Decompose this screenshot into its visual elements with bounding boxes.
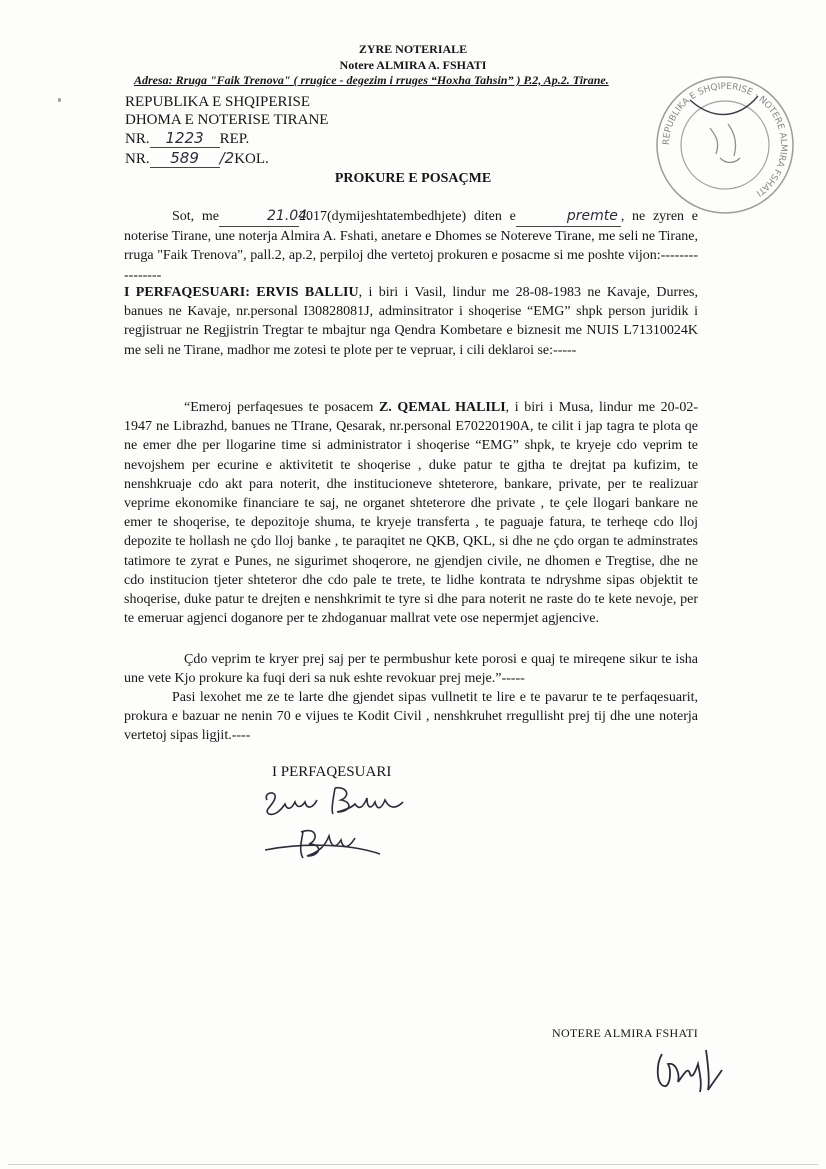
weekday-handwritten: premte xyxy=(516,207,621,227)
official-stamp xyxy=(650,70,800,220)
office-title: ZYRE NOTERIALE xyxy=(358,42,468,56)
rep-number: 1223 xyxy=(150,129,220,148)
scan-speck xyxy=(58,98,61,102)
closing-text: Pasi lexohet me ze te larte dhe gjendet sipas vullnetit te lire e te pavarur te te perfaqesuarit, prokura e bazuar ne nenin 70 e vijues te Kodit Civil , nenshkruhet rregullisht prej tij dhe une noterja vertetoj sipas ligjit.---- xyxy=(124,690,698,744)
intro-sot: Sot, me xyxy=(172,209,219,224)
principal-signature xyxy=(255,780,415,865)
principal-signature-label: I PERFAQESUARI xyxy=(272,764,392,780)
intro-paragraph xyxy=(124,207,698,285)
page-edge xyxy=(8,1164,818,1165)
notary-signature-label: NOTERE ALMIRA FSHATI xyxy=(552,1026,699,1040)
date-handwritten: 21.04. xyxy=(219,207,299,227)
declaration-paragraph xyxy=(124,398,698,628)
rep-number-line xyxy=(125,129,249,148)
kol-number: 589 xyxy=(150,149,220,168)
principal-paragraph xyxy=(124,283,698,360)
principal-details: , i biri i Vasil, lindur me 28-08-1983 ne Kavaje, Durres, banues ne Kavaje, nr.personal I30828081J, adminsitrator i shoqerise “EMG” shpk person juridik i regjistruar ne Regjistrin Tregtar te mbajtur nga Qendra Kombetare e biznesit me NUIS L71310024K me seli ne Tirane, madhor me zotesi te plote per te vepruar, i cili deklaroi se:----- xyxy=(124,285,698,358)
nr-prefix: NR. xyxy=(125,131,150,147)
rep-label: REP. xyxy=(219,131,250,147)
kol-label: KOL. xyxy=(234,151,269,167)
ratification-text: Çdo veprim te kryer prej saj per te permbushur kete porosi e quaj te mireqene sikur te isha une vete Kjo prokure ka fuqi deri sa nuk eshte revokuar prej meje.”----- xyxy=(124,652,698,687)
kol-sub: /2 xyxy=(219,149,235,167)
chamber-label: DHOMA E NOTERISE TIRANE xyxy=(125,112,329,128)
nr-prefix: NR. xyxy=(125,151,150,167)
notary-signature xyxy=(650,1040,730,1100)
declaration-prefix: “Emeroj perfaqesues te posacem xyxy=(184,400,379,415)
office-address: Adresa: Rruga "Faik Trenova" ( rrugice - degezim i rruges “Hoxha Tahsin” ) P.2, Ap.2. Tirane. xyxy=(134,73,609,87)
kol-number-line xyxy=(125,149,269,168)
principal-name: I PERFAQESUARI: ERVIS BALLIU xyxy=(124,285,359,300)
republic-label: REPUBLIKA E SHQIPERISE xyxy=(125,94,311,110)
document-title: PROKURE E POSAÇME xyxy=(334,171,492,186)
notary-name: Notere ALMIRA A. FSHATI xyxy=(339,58,487,72)
intro-year: 2017(dymijeshtatembedhjete) diten e xyxy=(299,209,516,224)
ratification-paragraph xyxy=(124,650,698,688)
declaration-text: , i biri i Musa, lindur me 20-02-1947 ne Librazhd, banues ne TIrane, Qesarak, nr.personal E70220190A, te cilit i jap tagra te plota qe ne emer dhe per llogarine time si administrator i shoqerise “EMG” shpk, te kryeje cdo veprim te nevojshem per ecurine e aktivitetit te shoqerise , duke patur te gjtha te drejtat pa kufizim, te nenshkruaje cdo akt para noterit, dhe institucioneve shteterore, bankare, private, per te realizuar veprime ekonomike financiare te saj, ne organet shteterore dhe private , te çele llogari bankare ne emer te shoqerise, te depozitoje shuma, te kryeje transferta , te paguaje fatura, te terheqe cdo lloj depozite te hollash ne çdo lloj banke , te paraqitet ne QKB, QKL, si dhe ne çdo organ te adminstrates tatimore te zyrat e Punes, ne sigurimet shoqerore, ne gjendjen civile, ne dhomen e Tregtise, dhe ne cdo institucion tjeter shteteror dhe cdo pale te trete, te lidhe kontrata te ndryshme sipas objektit te shoqerise, duke patur te drejten e nenshkrimit te tyre si dhe para noterit ne raste do te kete nevoje, per te emeruar agjenci doganore per te zhdoganuar mallrat vete ose nepermjet agjencive. xyxy=(124,400,699,627)
closing-paragraph xyxy=(124,688,698,746)
intro-rest: , ne zyren e noterise Tirane, une noterja Almira A. Fshati, anetare e Dhomes se Notereve Tirane, me seli ne Tirane, rruga "Faik Trenova", pall.2, ap.2, perpiloj dhe vertetoj prokuren e posacme si me poshte vijon:---------------- xyxy=(124,209,698,283)
stamp-text: REPUBLIKA E SHQIPERISE · NOTERE ALMIRA FSHATI xyxy=(661,81,789,198)
attorney-name: Z. QEMAL HALILI xyxy=(378,400,506,415)
